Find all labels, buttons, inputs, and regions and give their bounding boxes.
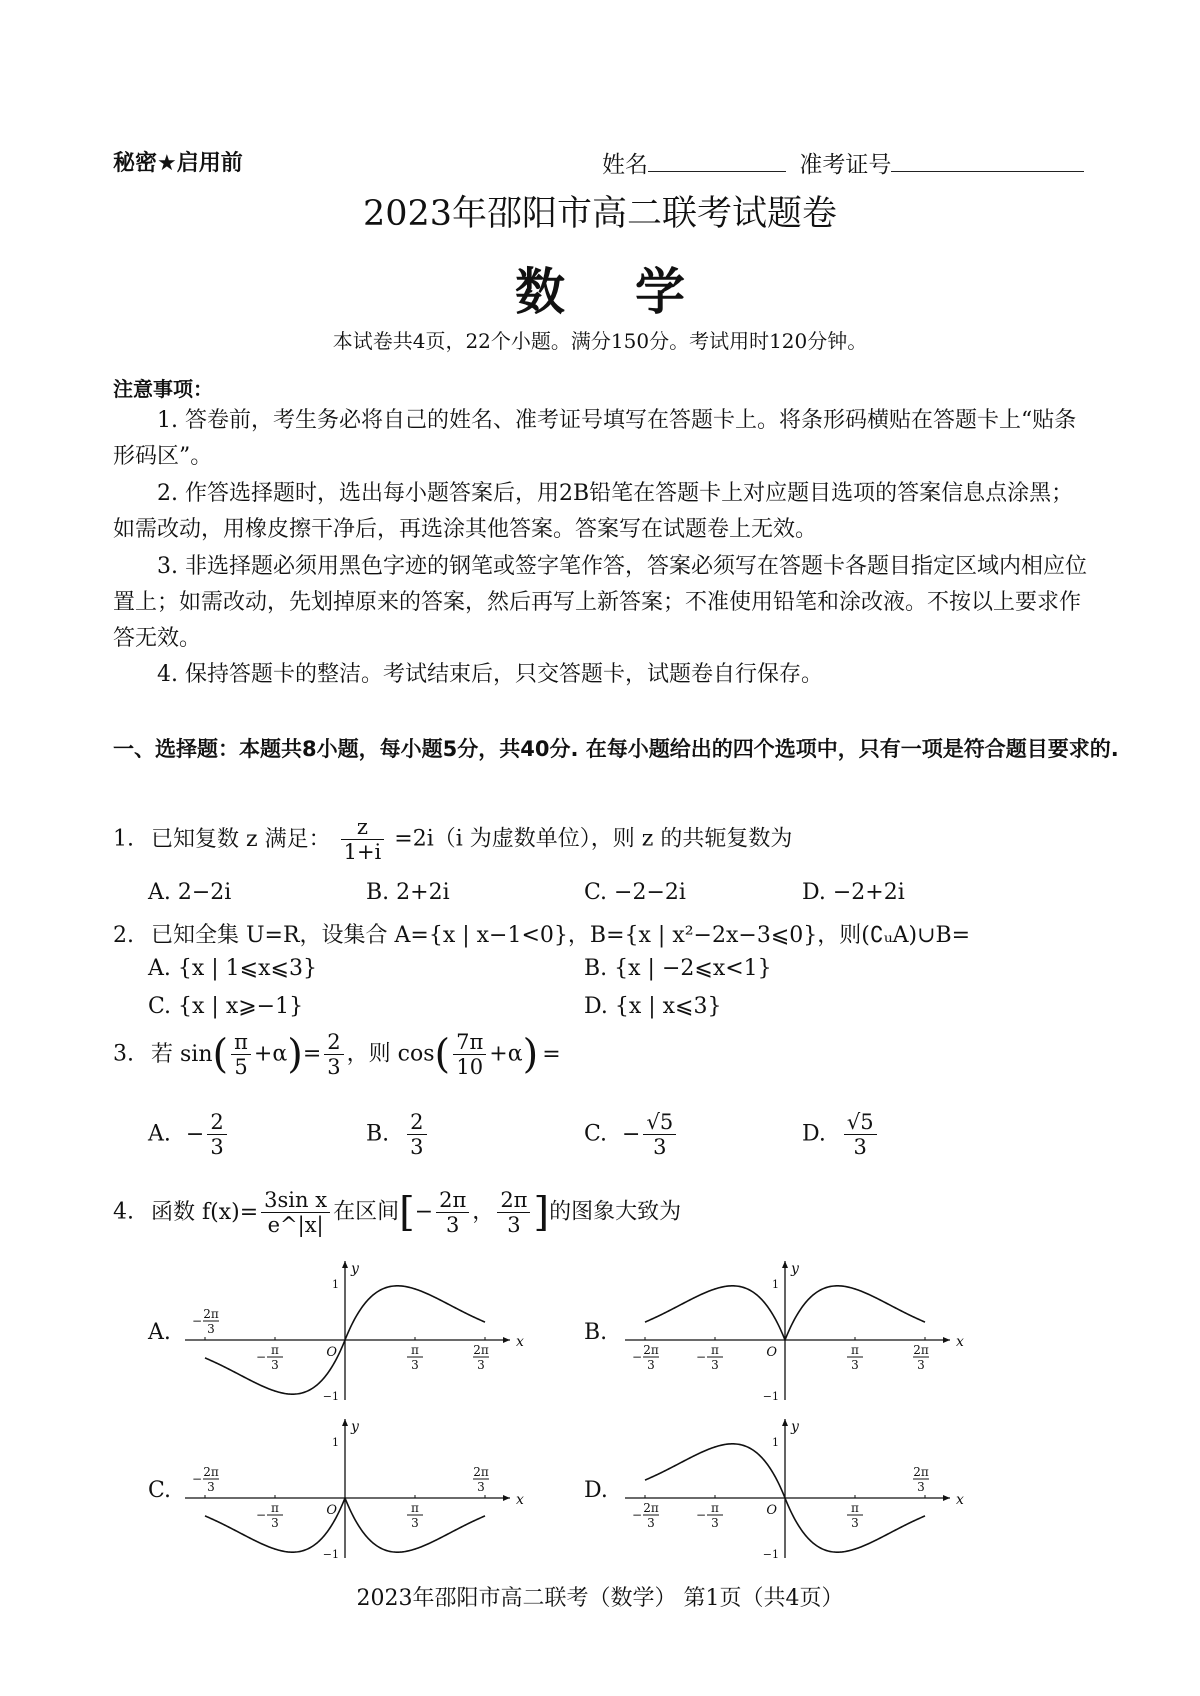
x-axis-arrow (503, 1495, 510, 1501)
y-tick-label: 1 (332, 1278, 339, 1291)
tick-label-den: 3 (207, 1322, 215, 1336)
tick-neg-pi-3 (696, 1343, 723, 1372)
tick-label-den: 3 (477, 1358, 485, 1372)
q3-end: = (542, 1041, 561, 1067)
frac-num: 2 (207, 1110, 226, 1135)
tick-label-den: 3 (647, 1358, 655, 1372)
tick-label-den: 3 (711, 1358, 719, 1372)
tick-label-den: 3 (271, 1516, 279, 1530)
q3-equals: = (302, 1041, 322, 1067)
tick-label-minus: − (631, 1350, 643, 1364)
frac-num: 2 (407, 1110, 426, 1135)
tick-label-den: 3 (411, 1358, 419, 1372)
frac-num: 3sin x (261, 1188, 330, 1213)
name-label: 姓名 (602, 152, 648, 178)
origin-label: O (326, 1503, 337, 1518)
paren-right: ) (287, 1031, 303, 1078)
tick-label-minus: − (695, 1350, 707, 1364)
q3-plus-alpha: +α (489, 1041, 523, 1067)
x-axis-label: x (516, 1492, 524, 1508)
option-fraction (844, 1110, 877, 1159)
tick-label-num: π (271, 1501, 279, 1515)
frac-den: 3 (410, 1135, 424, 1160)
notice-item: 4. 保持答题卡的整洁。考试结束后，只交答题卡，试题卷自行保存。 (157, 662, 823, 687)
tick-label-den: 3 (477, 1480, 485, 1494)
tick-label-den: 3 (411, 1516, 419, 1530)
tick-label-num: 2π (643, 1501, 659, 1515)
tick-pi-3 (847, 1501, 863, 1530)
section-heading: 一、选择题：本题共8小题，每小题5分，共40分. 在每小题给出的四个选项中，只有一项是符合题目要求的. (113, 737, 1119, 761)
x-axis-arrow (943, 1495, 950, 1501)
secret-label: 秘密★启用前 (113, 151, 243, 176)
minus-sign: − (414, 1199, 434, 1225)
option-fraction (407, 1110, 426, 1159)
paren-left: ( (434, 1031, 451, 1078)
q1-fraction (341, 815, 385, 864)
tick-label-minus: − (191, 1472, 203, 1486)
q3-frac-3 (453, 1030, 486, 1079)
origin-label: O (766, 1503, 777, 1518)
y-axis-arrow (342, 1419, 348, 1426)
graph-label-a: A. (148, 1320, 171, 1345)
frac-num: 7π (453, 1030, 486, 1055)
q3-text-mid: ，则 cos (346, 1041, 435, 1067)
tick-label-den: 3 (917, 1358, 925, 1372)
y-axis-label: y (791, 1261, 799, 1277)
option-fraction (643, 1110, 676, 1159)
tick-label-num: π (711, 1343, 719, 1357)
q3-option-c (584, 1110, 679, 1159)
q3-option-b (366, 1110, 430, 1159)
id-label: 准考证号 (799, 152, 892, 178)
x-axis-arrow (503, 1337, 510, 1343)
id-blank (891, 149, 1084, 172)
y-axis-label: y (351, 1419, 359, 1435)
tick-label-den: 3 (851, 1358, 859, 1372)
frac-den: 3 (653, 1135, 667, 1160)
y-tick-label: −1 (762, 1390, 779, 1403)
q2-option-c: C. {x | x⩾−1} (148, 994, 304, 1019)
q1-text-post: =2i（i 为虚数单位），则 z 的共轭复数为 (394, 826, 793, 852)
notice-item: 1. 答卷前，考生务必将自己的姓名、准考证号填写在答题卡上。将条形码横贴在答题卡上“贴条形码区”。 (113, 408, 1077, 469)
frac-den: 3 (210, 1135, 224, 1160)
tick-label-den: 3 (207, 1480, 215, 1494)
question-1 (113, 815, 792, 864)
y-axis-arrow (782, 1419, 788, 1426)
x-axis-label: x (956, 1334, 964, 1350)
question-2 (113, 918, 970, 949)
frac-den: 3 (507, 1213, 521, 1238)
tick-2pi-3 (913, 1343, 929, 1372)
tick-label-minus: − (255, 1508, 267, 1522)
tick-2pi-3 (473, 1343, 489, 1372)
y-axis-label: y (791, 1419, 799, 1435)
q3-option-a (148, 1110, 230, 1159)
tick-neg-pi-3 (696, 1501, 723, 1530)
notice-heading: 注意事项： (113, 377, 213, 401)
graph-d (620, 1413, 964, 1563)
graph-label-d: D. (584, 1478, 608, 1503)
tick-neg-2pi-3 (632, 1501, 659, 1530)
option-label: B. (366, 1121, 390, 1147)
tick-neg-pi-3 (256, 1501, 283, 1530)
frac-num: 2π (497, 1188, 530, 1213)
y-tick-label: 1 (772, 1436, 779, 1449)
notice-item: 3. 非选择题必须用黑色字迹的钢笔或签字笔作答，答案必须写在答题卡各题目指定区域内相应位置上；如需改动，先划掉原来的答案，然后再写上新答案；不准使用铅笔和涂改液。不按以上要求作答无效。 (113, 554, 1087, 651)
q2-option-d: D. {x | x⩽3} (584, 994, 722, 1019)
q1-frac-num: z (341, 815, 385, 840)
q1-option-a: A. 2−2i (148, 880, 232, 905)
frac-num: √5 (643, 1110, 676, 1135)
tick-label-num: π (411, 1343, 419, 1357)
tick-label-den: 3 (647, 1516, 655, 1530)
option-sign: − (185, 1121, 205, 1147)
tick-label-num: π (851, 1501, 859, 1515)
y-tick-label: 1 (772, 1278, 779, 1291)
frac-num: 2 (324, 1030, 343, 1055)
x-axis-label: x (956, 1492, 964, 1508)
subject-title: 数学 (515, 263, 755, 321)
exam-title: 2023年邵阳市高二联考试题卷 (362, 194, 838, 234)
graph-b (620, 1255, 964, 1405)
tick-label-den: 3 (917, 1480, 925, 1494)
tick-label-minus: − (631, 1508, 643, 1522)
interval-end (497, 1188, 530, 1237)
tick-label-num: π (711, 1501, 719, 1515)
option-fraction (207, 1110, 226, 1159)
paren-left: ( (212, 1031, 229, 1078)
origin-label: O (766, 1345, 777, 1360)
origin-label: O (326, 1345, 337, 1360)
option-sign: − (622, 1121, 641, 1147)
q3-frac-1 (231, 1030, 251, 1079)
tick-neg-2pi-3 (192, 1307, 219, 1336)
q4-text-mid: 在区间 (333, 1199, 400, 1225)
interval-start (436, 1188, 469, 1237)
tick-label-num: 2π (203, 1307, 219, 1321)
comma: ， (472, 1199, 495, 1225)
q4-text-post: 的图象大致为 (549, 1199, 682, 1225)
frac-den: e^|x| (267, 1213, 324, 1238)
x-axis-label: x (516, 1334, 524, 1350)
q1-number: 1. (113, 826, 134, 852)
q1-text-pre: 已知复数 z 满足： (151, 826, 331, 852)
tick-label-num: 2π (473, 1465, 489, 1479)
y-tick-label: 1 (332, 1436, 339, 1449)
tick-2pi-3 (913, 1465, 929, 1494)
option-label: C. (584, 1121, 608, 1147)
q4-fraction (261, 1188, 330, 1237)
tick-label-minus: − (191, 1314, 203, 1328)
x-axis-arrow (943, 1337, 950, 1343)
frac-den: 3 (327, 1055, 341, 1080)
tick-pi-3 (847, 1343, 863, 1372)
y-tick-label: −1 (762, 1548, 779, 1561)
bracket-right: ] (533, 1189, 550, 1236)
tick-pi-3 (407, 1343, 423, 1372)
y-axis-arrow (342, 1261, 348, 1268)
name-blank (648, 149, 786, 172)
bracket-left: [ (399, 1189, 415, 1236)
tick-neg-pi-3 (256, 1343, 283, 1372)
question-3 (113, 1030, 561, 1079)
graph-label-b: B. (584, 1320, 608, 1345)
tick-neg-2pi-3 (632, 1343, 659, 1372)
frac-den: 10 (456, 1055, 484, 1080)
option-label: A. (148, 1121, 171, 1147)
tick-label-num: 2π (203, 1465, 219, 1479)
y-tick-label: −1 (322, 1390, 339, 1403)
tick-label-num: 2π (643, 1343, 659, 1357)
q3-text-pre: 若 sin (151, 1041, 213, 1067)
q3-plus-alpha: +α (253, 1041, 288, 1067)
graph-label-c: C. (148, 1478, 172, 1503)
tick-label-minus: − (695, 1508, 707, 1522)
q2-number: 2. (113, 923, 134, 948)
tick-label-den: 3 (711, 1516, 719, 1530)
q3-option-d (802, 1110, 880, 1159)
tick-label-num: 2π (913, 1465, 929, 1479)
graph-c (180, 1413, 524, 1563)
q1-option-d: D. −2+2i (802, 880, 905, 905)
frac-num: π (231, 1030, 251, 1055)
q3-number: 3. (113, 1041, 134, 1067)
q3-frac-2 (324, 1030, 343, 1079)
y-tick-label: −1 (322, 1548, 339, 1561)
exam-info: 本试卷共4页，22个小题。满分150分。考试用时120分钟。 (332, 329, 868, 353)
y-axis-label: y (351, 1261, 359, 1277)
tick-label-num: π (271, 1343, 279, 1357)
q2-option-a: A. {x | 1⩽x⩽3} (148, 956, 317, 981)
tick-neg-2pi-3 (192, 1465, 219, 1494)
candidate-fields (602, 146, 1084, 179)
tick-label-minus: − (255, 1350, 267, 1364)
tick-label-num: π (411, 1501, 419, 1515)
frac-num: 2π (436, 1188, 469, 1213)
q2-text: 已知全集 U=R，设集合 A={x | x−1<0}，B={x | x²−2x−3⩽0}，则(∁ᵤA)∪B= (151, 923, 971, 948)
q1-option-b: B. 2+2i (366, 880, 450, 905)
paren-right: ) (522, 1031, 539, 1078)
y-axis-arrow (782, 1261, 788, 1268)
tick-label-den: 3 (851, 1516, 859, 1530)
tick-label-den: 3 (271, 1358, 279, 1372)
q2-option-b: B. {x | −2⩽x<1} (584, 956, 772, 981)
tick-pi-3 (407, 1501, 423, 1530)
q1-option-c: C. −2−2i (584, 880, 686, 905)
graph-a (180, 1255, 524, 1405)
tick-label-num: π (851, 1343, 859, 1357)
notice-item: 2. 作答选择题时，选出每小题答案后，用2B铅笔在答题卡上对应题目选项的答案信息点涂黑；如需改动，用橡皮擦干净后，再选涂其他答案。答案写在试题卷上无效。 (113, 481, 1074, 542)
q4-text-pre: 函数 f(x)= (151, 1199, 259, 1225)
frac-den: 3 (446, 1213, 460, 1238)
tick-2pi-3 (473, 1465, 489, 1494)
frac-num: √5 (844, 1110, 877, 1135)
q1-frac-den: 1+i (343, 840, 382, 865)
tick-label-num: 2π (913, 1343, 929, 1357)
question-4 (113, 1188, 681, 1237)
page-footer: 2023年邵阳市高二联考（数学） 第1页（共4页） (356, 1586, 844, 1611)
frac-den: 5 (234, 1055, 248, 1080)
option-label: D. (802, 1121, 826, 1147)
frac-den: 3 (853, 1135, 867, 1160)
tick-label-num: 2π (473, 1343, 489, 1357)
q4-number: 4. (113, 1199, 134, 1225)
